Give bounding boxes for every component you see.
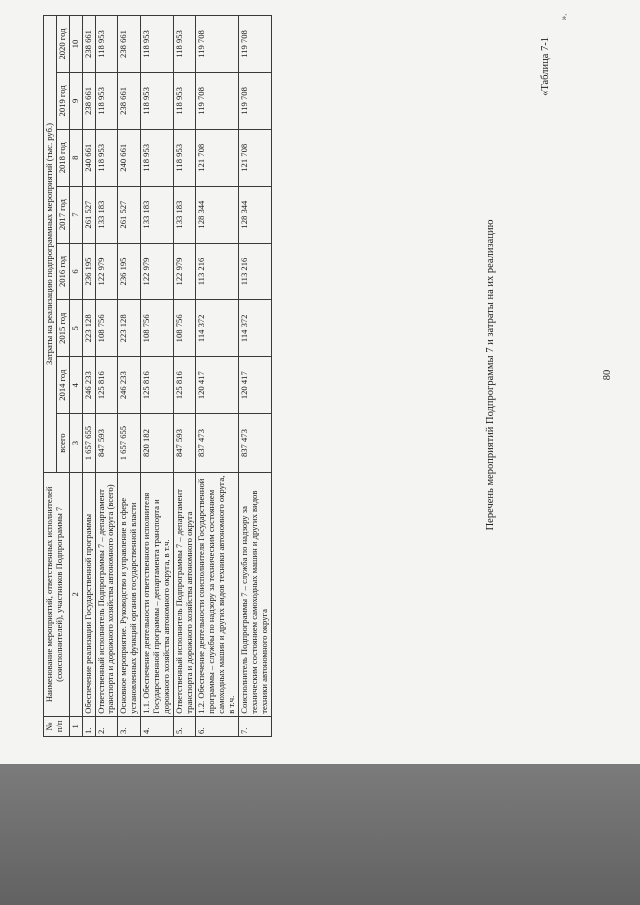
row-year-value: 119 708 [196, 72, 239, 129]
row-name: Соисполнитель Подпрограммы 7 – служба по надзору за техническим состоянием самоходных машин и других видов техники автономного округа [238, 473, 271, 717]
column-number: 7 [69, 186, 82, 243]
header-year: 2020 год [56, 16, 69, 73]
row-year-value: 246 233 [118, 357, 141, 414]
row-year-value: 261 527 [118, 186, 141, 243]
row-year-value: 240 661 [82, 129, 95, 186]
row-year-value: 122 979 [141, 243, 174, 300]
column-numbers-row [69, 16, 82, 737]
row-year-value: 125 816 [173, 357, 196, 414]
row-year-value: 120 417 [196, 357, 239, 414]
row-year-value: 223 128 [118, 300, 141, 357]
row-year-value: 128 344 [238, 186, 271, 243]
header-costs-group: Затраты на реализацию подпрограммных мероприятий (тыс. руб.) [44, 16, 57, 473]
column-number: 3 [69, 414, 82, 473]
row-year-value: 125 816 [95, 357, 118, 414]
header-year: 2017 год [56, 186, 69, 243]
row-year-value: 118 953 [173, 16, 196, 73]
table-row [238, 16, 271, 737]
row-name: Ответственный исполнитель Подпрограммы 7 – департамент транспорта и дорожного хозяйства автономного округа (всего) [95, 473, 118, 717]
row-year-value: 121 708 [238, 129, 271, 186]
row-number: 4. [141, 716, 174, 736]
row-year-value: 118 953 [95, 16, 118, 73]
row-name: Основное мероприятие. Руководство и управление в сфере установленных функций органов государственной власти [118, 473, 141, 717]
row-total-value: 1 657 655 [82, 414, 95, 473]
header-year: 2015 год [56, 300, 69, 357]
budget-table [43, 15, 272, 737]
row-name: 1.1. Обеспечение деятельности ответственного исполнителя Государственной программы – департамента транспорта и дорожного хозяйства автономного округа, в т.ч. [141, 473, 174, 717]
column-number: 10 [69, 16, 82, 73]
row-year-value: 118 953 [173, 72, 196, 129]
header-col-no: № п/п [44, 716, 70, 736]
row-total-value: 820 182 [141, 414, 174, 473]
row-number: 3. [118, 716, 141, 736]
row-year-value: 108 756 [173, 300, 196, 357]
row-year-value: 238 661 [82, 72, 95, 129]
edge-mark: ». [558, 13, 569, 21]
row-year-value: 118 953 [141, 129, 174, 186]
header-year: 2019 год [56, 72, 69, 129]
row-year-value: 118 953 [95, 129, 118, 186]
row-year-value: 113 216 [238, 243, 271, 300]
row-number: 6. [196, 716, 239, 736]
row-year-value: 133 183 [95, 186, 118, 243]
row-year-value: 121 708 [196, 129, 239, 186]
header-row [44, 16, 57, 737]
row-year-value: 125 816 [141, 357, 174, 414]
row-number: 5. [173, 716, 196, 736]
row-year-value: 246 233 [82, 357, 95, 414]
column-number: 2 [69, 473, 82, 717]
column-number: 8 [69, 129, 82, 186]
row-year-value: 114 372 [238, 300, 271, 357]
row-year-value: 118 953 [95, 72, 118, 129]
row-year-value: 238 661 [118, 72, 141, 129]
row-year-value: 133 183 [141, 186, 174, 243]
row-total-value: 837 473 [196, 414, 239, 473]
table-row [173, 16, 196, 737]
row-year-value: 261 527 [82, 186, 95, 243]
row-year-value: 223 128 [82, 300, 95, 357]
row-total-value: 1 657 655 [118, 414, 141, 473]
column-number: 9 [69, 72, 82, 129]
row-year-value: 236 195 [82, 243, 95, 300]
page-number: 80 [602, 369, 613, 381]
row-name: Обеспечение реализации Государственной программы [82, 473, 95, 717]
header-total: всего [56, 414, 69, 473]
row-name: Ответственный исполнитель Подпрограммы 7 – департамент транспорта и дорожного хозяйства автономного округа [173, 473, 196, 717]
row-total-value: 847 593 [173, 414, 196, 473]
row-year-value: 238 661 [82, 16, 95, 73]
row-year-value: 238 661 [118, 16, 141, 73]
row-year-value: 108 756 [141, 300, 174, 357]
row-number: 7. [238, 716, 271, 736]
row-year-value: 108 756 [95, 300, 118, 357]
row-year-value: 128 344 [196, 186, 239, 243]
row-year-value: 119 708 [238, 72, 271, 129]
row-year-value: 113 216 [196, 243, 239, 300]
row-year-value: 118 953 [141, 16, 174, 73]
column-number: 6 [69, 243, 82, 300]
row-year-value: 120 417 [238, 357, 271, 414]
row-year-value: 118 953 [173, 129, 196, 186]
table-row [196, 16, 239, 737]
table-row [141, 16, 174, 737]
table-reference: «Таблица 7-1 [540, 37, 551, 96]
rotated-content [10, 5, 630, 745]
table-row [95, 16, 118, 737]
row-year-value: 240 661 [118, 129, 141, 186]
row-year-value: 114 372 [196, 300, 239, 357]
row-year-value: 122 979 [173, 243, 196, 300]
row-year-value: 133 183 [173, 186, 196, 243]
row-number: 2. [95, 716, 118, 736]
row-name: 1.2. Обеспечение деятельности соисполнителя Государственной программы – службы по надзору за техническим состоянием самоходных машин и других видов техники автономного округа, в т.ч. [196, 473, 239, 717]
row-year-value: 122 979 [95, 243, 118, 300]
column-number: 5 [69, 300, 82, 357]
header-year: 2014 год [56, 357, 69, 414]
table-caption: Перечень мероприятий Подпрограммы 7 и затраты на их реализацию [485, 219, 496, 531]
table-body [82, 16, 271, 737]
row-year-value: 118 953 [141, 72, 174, 129]
column-number: 1 [69, 716, 82, 736]
table-row [82, 16, 95, 737]
row-year-value: 119 708 [196, 16, 239, 73]
row-number: 1. [82, 716, 95, 736]
row-year-value: 236 195 [118, 243, 141, 300]
scanner-background [0, 764, 640, 905]
header-year: 2018 год [56, 129, 69, 186]
row-total-value: 837 473 [238, 414, 271, 473]
table-row [118, 16, 141, 737]
header-year: 2016 год [56, 243, 69, 300]
row-year-value: 119 708 [238, 16, 271, 73]
header-col-name: Наименование мероприятий, ответственных исполнителей (соисполнителей), участников Подпрограммы 7 [44, 473, 70, 717]
row-total-value: 847 593 [95, 414, 118, 473]
column-number: 4 [69, 357, 82, 414]
